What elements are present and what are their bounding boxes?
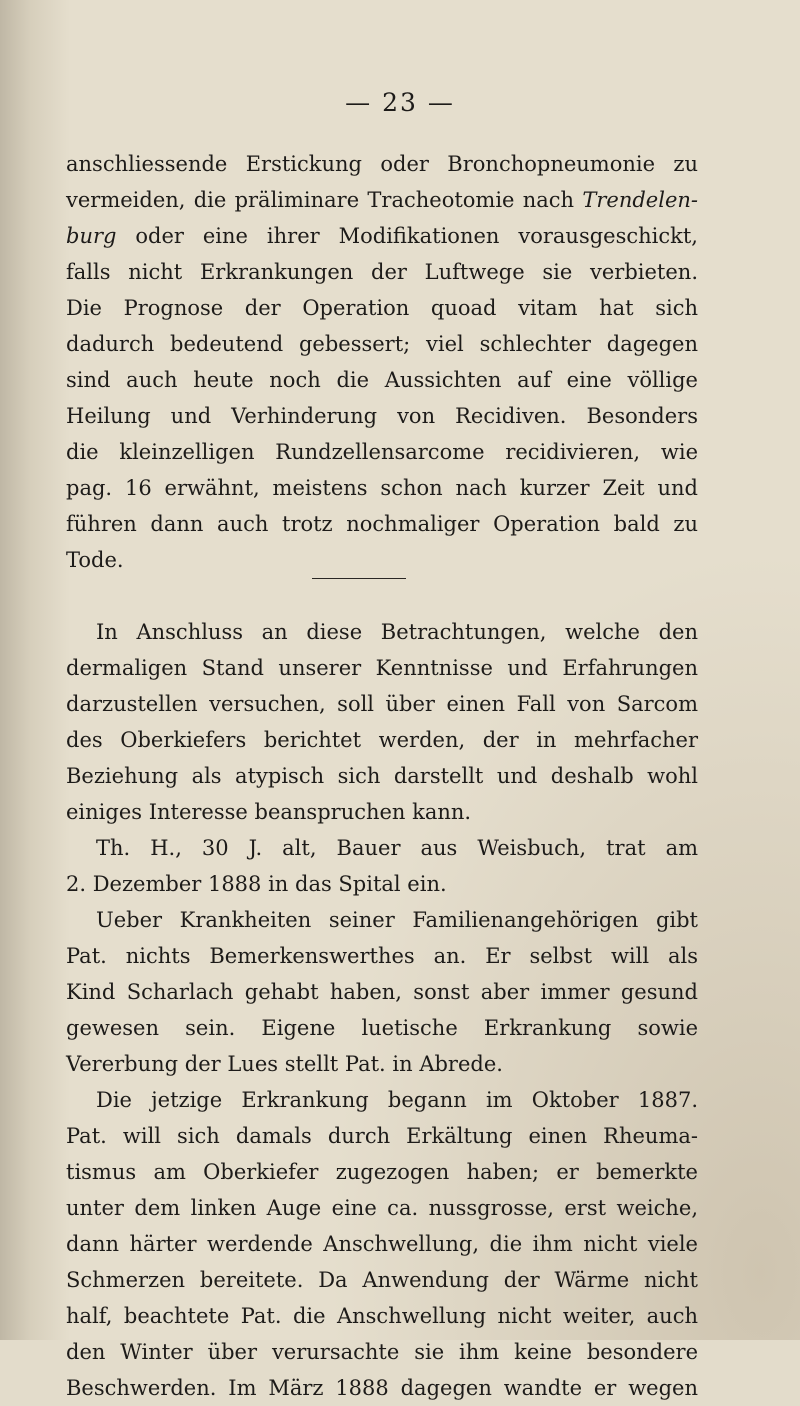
section-divider-area [66,578,698,614]
text-line: anschliessende Erstickung oder Bronchopneumonie zu [66,152,698,176]
text-line [66,182,698,218]
text-line [66,218,698,254]
paragraph-3 [66,830,698,902]
text-segment: oder eine ihrer Modifikationen vorausgeschickt, [116,224,698,248]
text-line: sind auch heute noch die Aussichten auf eine völlige [66,368,698,392]
text-line: Pat. nichts Bemerkenswerthes an. Er selbst will als [66,944,698,968]
text-line: den Winter über verursachte sie ihm keine besondere [66,1340,698,1364]
text-line: unter dem linken Auge eine ca. nussgrosse, erst weiche, [66,1196,698,1220]
text-line: In Anschluss an diese Betrachtungen, welche den [96,620,698,644]
text-line: Beziehung als atypisch sich darstellt und deshalb wohl [66,764,698,788]
text-line: dermaligen Stand unserer Kenntnisse und Erfahrungen [66,656,698,680]
text-line: half, beachtete Pat. die Anschwellung nicht weiter, auch [66,1304,698,1328]
body-text [66,146,698,1406]
text-line: Heilung und Verhinderung von Recidiven. Besonders [66,404,698,428]
text-line: Beschwerden. Im März 1888 dagegen wandte er wegen [66,1376,698,1400]
paragraph-5 [66,1082,698,1406]
page-number: — 23 — [345,88,455,117]
paragraph-4 [66,902,698,1082]
text-line: Pat. will sich damals durch Erkältung einen Rheuma- [66,1124,698,1148]
text-line: Die jetzige Erkrankung begann im Oktober 1887. [96,1088,698,1112]
text-line: Tode. [66,548,124,572]
text-line: Vererbung der Lues stellt Pat. in Abrede. [66,1052,503,1076]
text-line: 2. Dezember 1888 in das Spital ein. [66,872,447,896]
text-line: darzustellen versuchen, soll über einen Fall von Sarcom [66,692,698,716]
italic-name-continued: burg [66,224,117,248]
text-line: einiges Interesse beanspruchen kann. [66,800,472,824]
text-line: Ueber Krankheiten seiner Familienangehörigen gibt [96,908,698,932]
text-line: des Oberkiefers berichtet werden, der in mehrfacher [66,728,698,752]
text-line: Schmerzen bereitete. Da Anwendung der Wärme nicht [66,1268,698,1292]
text-line: Th. H., 30 J. alt, Bauer aus Weisbuch, trat am [96,836,698,860]
paragraph-2 [66,614,698,830]
text-line: dadurch bedeutend gebessert; viel schlechter dagegen [66,332,698,356]
section-divider [312,578,406,579]
text-line: falls nicht Erkrankungen der Luftwege sie verbieten. [66,260,698,284]
text-line: dann härter werdende Anschwellung, die ihm nicht viele [66,1232,698,1256]
text-segment: vermeiden, die präliminare Tracheotomie nach [66,188,575,212]
text-line: Die Prognose der Operation quoad vitam hat sich [66,296,698,320]
text-line: tismus am Oberkiefer zugezogen haben; er bemerkte [66,1160,698,1184]
text-line: führen dann auch trotz nochmaliger Operation bald zu [66,512,698,536]
text-line: gewesen sein. Eigene luetische Erkrankung sowie [66,1016,698,1040]
text-line: Kind Scharlach gehabt haben, sonst aber immer gesund [66,980,698,1004]
italic-name: Trendelen- [582,188,698,212]
paragraph-1 [66,146,698,578]
text-line: die kleinzelligen Rundzellensarcome recidivieren, wie [66,440,698,464]
text-line: pag. 16 erwähnt, meistens schon nach kurzer Zeit und [66,476,698,500]
